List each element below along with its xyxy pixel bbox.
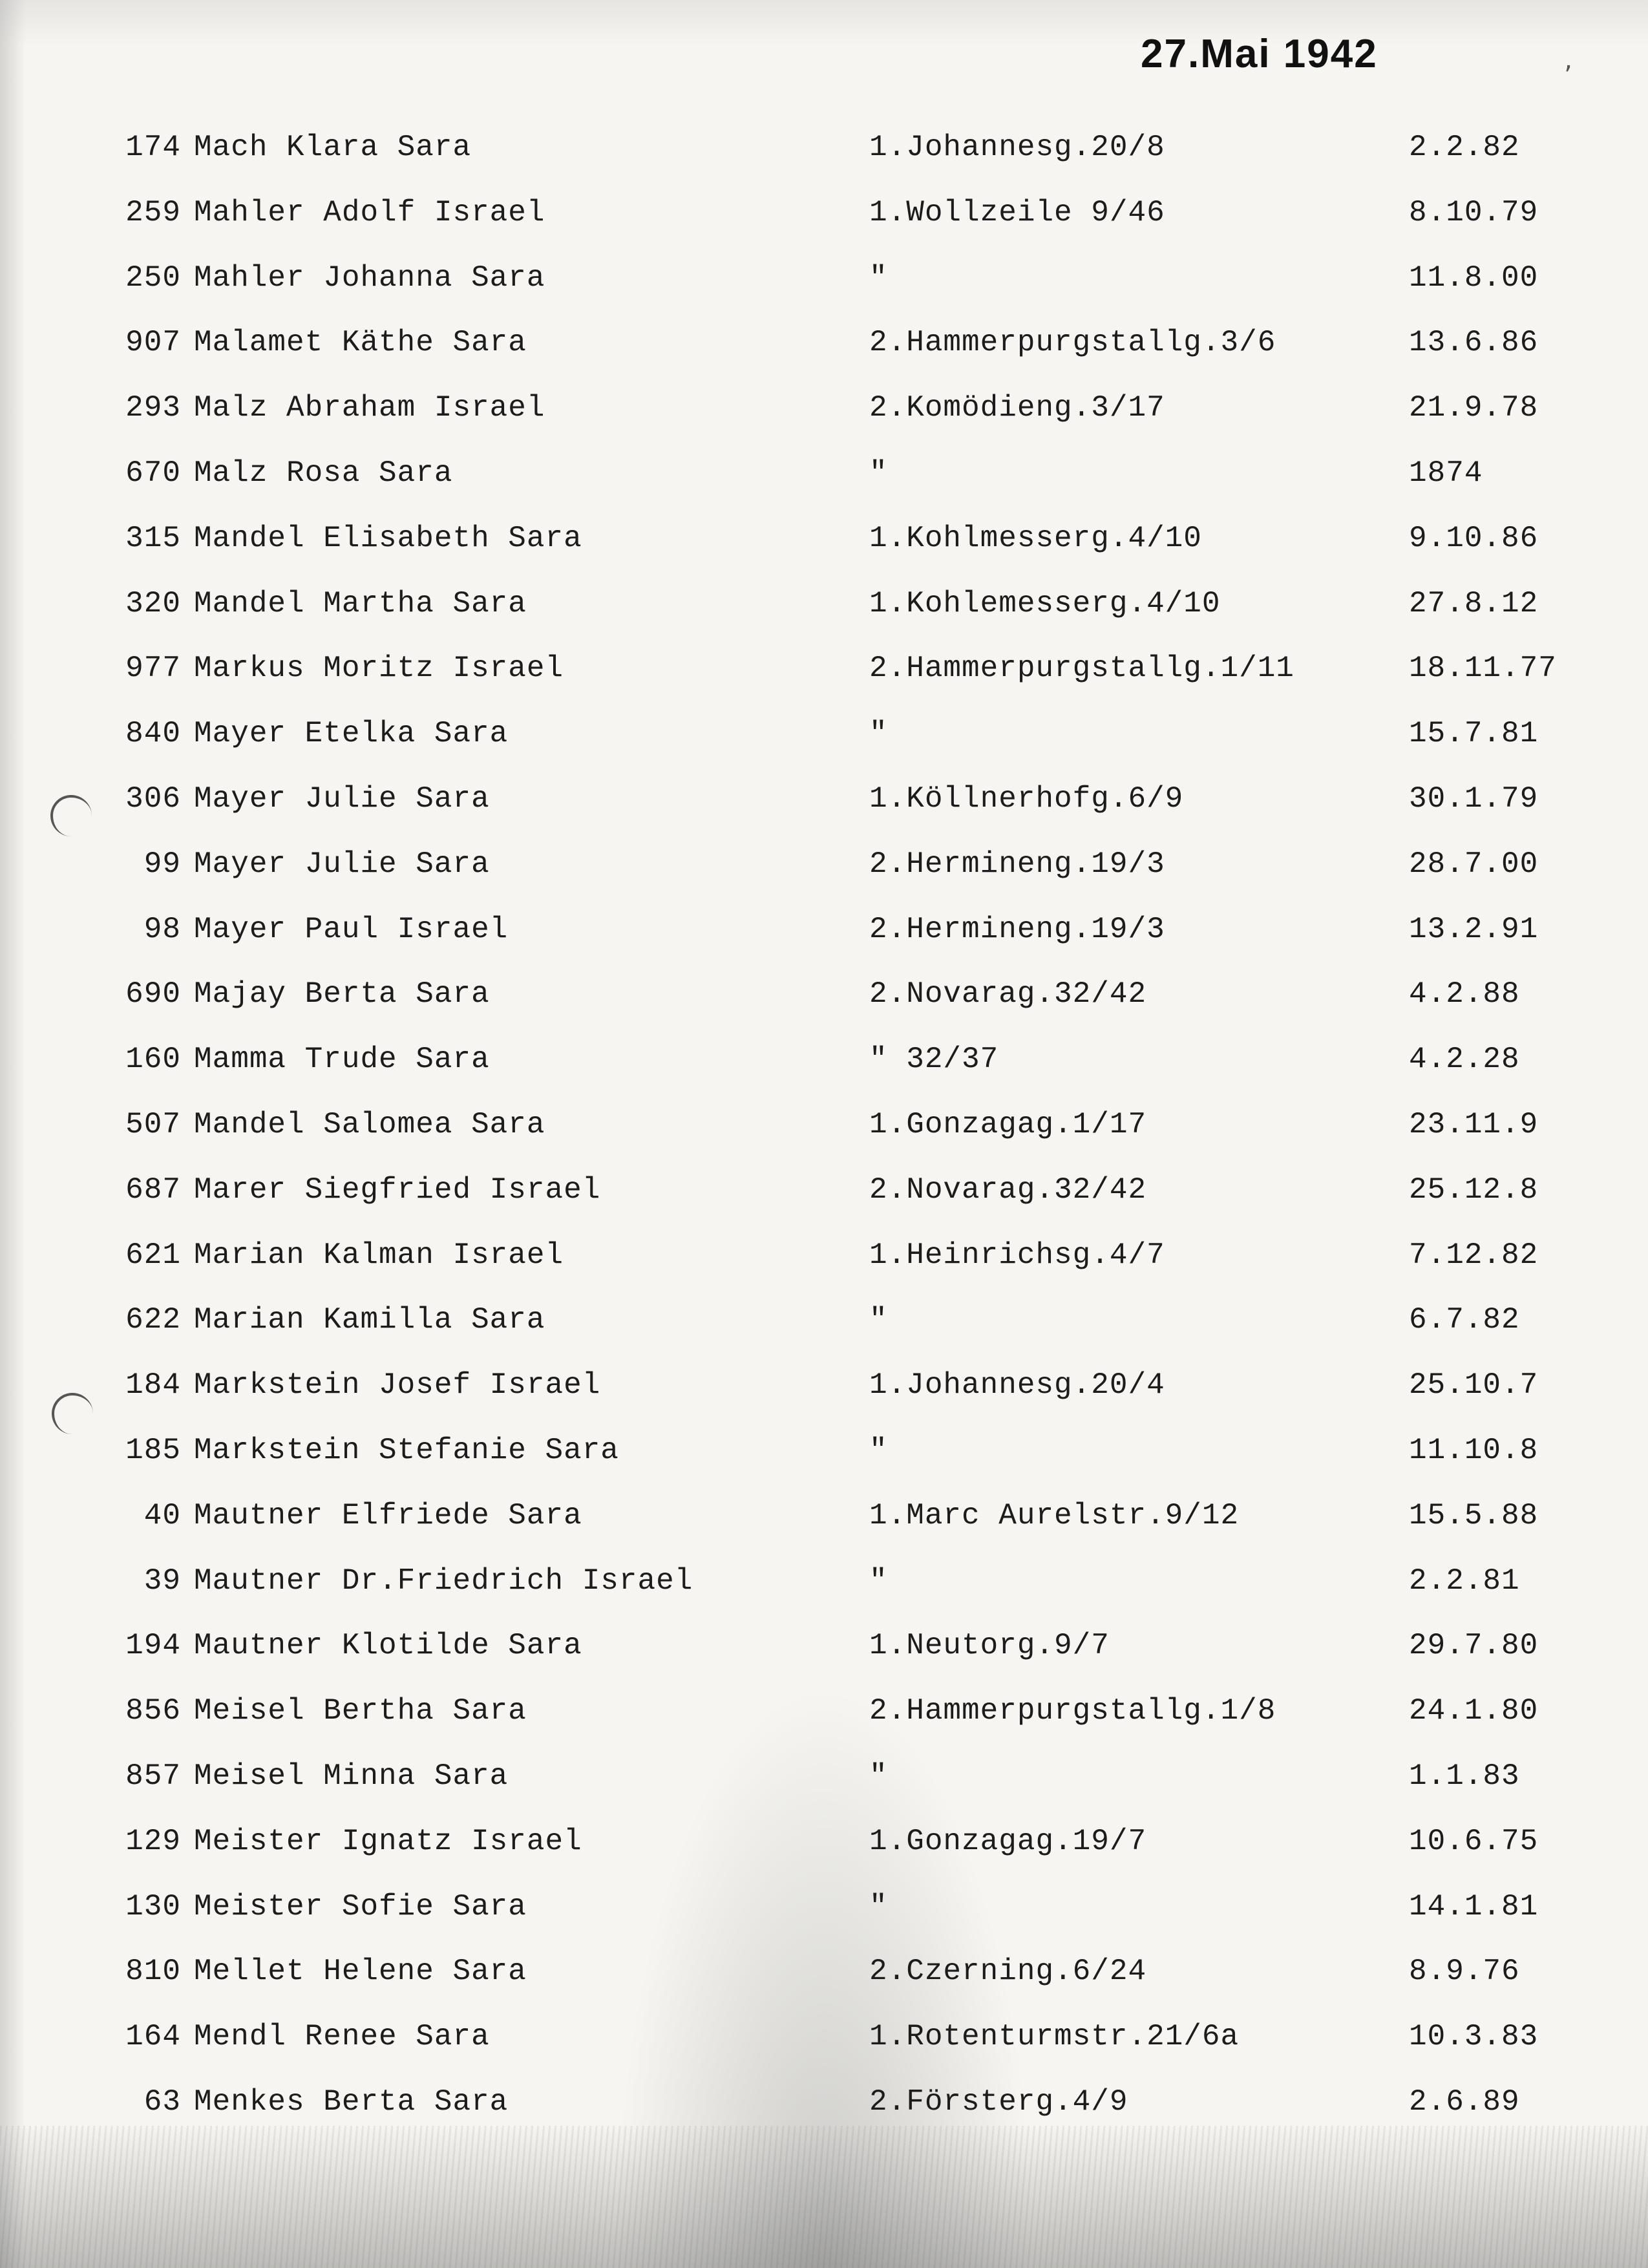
entry-name: Marian Kamilla Sara (194, 1303, 545, 1337)
entry-address: 1.Marc Aurelstr.9/12 (869, 1498, 1240, 1532)
entry-number: 130 (125, 1889, 181, 1924)
entry-address: " (869, 1759, 888, 1793)
entry-birthdate: 18.11.77 (1409, 652, 1557, 686)
entry-address: " (869, 456, 888, 490)
entry-birthdate: 4.2.88 (1409, 977, 1520, 1012)
entry-address: 2.Hammerpurgstallg.1/11 (869, 652, 1294, 686)
entry-number: 840 (125, 717, 181, 751)
entry-name: Malz Rosa Sara (194, 456, 453, 490)
entry-name: Mellet Helene Sara (194, 1955, 527, 1989)
entry-name: Markstein Josef Israel (194, 1368, 601, 1403)
entry-number: 622 (125, 1303, 181, 1337)
list-item (0, 579, 1648, 644)
entry-birthdate: 15.5.88 (1409, 1498, 1539, 1532)
entry-name: Mayer Julie Sara (194, 847, 490, 881)
entry-birthdate: 28.7.00 (1409, 847, 1539, 881)
entry-birthdate: 15.7.81 (1409, 717, 1539, 751)
entry-address: 2.Novarag.32/42 (869, 1172, 1147, 1207)
entry-number: 129 (125, 1824, 181, 1858)
entry-number: 857 (125, 1759, 181, 1793)
entry-address: 2.Komödieng.3/17 (869, 391, 1165, 425)
entry-address: 2.Hermineng.19/3 (869, 912, 1165, 946)
entry-address: 2.Försterg.4/9 (869, 2084, 1128, 2119)
entry-birthdate: 2.6.89 (1409, 2084, 1520, 2119)
entry-address: 1.Heinrichsg.4/7 (869, 1238, 1165, 1272)
entry-name: Mautner Klotilde Sara (194, 1629, 582, 1663)
entry-birthdate: 1.1.83 (1409, 1759, 1520, 1793)
entry-name: Mayer Julie Sara (194, 781, 490, 816)
corner-mark: ‚ (1564, 45, 1572, 75)
entry-birthdate: 27.8.12 (1409, 586, 1539, 620)
list-item (0, 1752, 1648, 1817)
entry-name: Mautner Elfriede Sara (194, 1498, 582, 1532)
entry-birthdate: 25.10.7 (1409, 1368, 1539, 1403)
entry-birthdate: 13.2.91 (1409, 912, 1539, 946)
entry-list (0, 123, 1648, 2143)
entry-number: 687 (125, 1172, 181, 1207)
list-item (0, 1361, 1648, 1426)
entry-number: 856 (125, 1694, 181, 1728)
entry-birthdate: 8.9.76 (1409, 1955, 1520, 1989)
list-item (0, 2012, 1648, 2077)
entry-birthdate: 11.10.8 (1409, 1433, 1539, 1467)
entry-number: 690 (125, 977, 181, 1012)
list-item (0, 970, 1648, 1035)
entry-name: Mayer Etelka Sara (194, 717, 509, 751)
list-item (0, 1947, 1648, 2012)
entry-address: 2.Czerning.6/24 (869, 1955, 1147, 1989)
entry-name: Markus Moritz Israel (194, 652, 564, 686)
entry-number: 670 (125, 456, 181, 490)
entry-number: 99 (143, 847, 181, 881)
entry-birthdate: 25.12.8 (1409, 1172, 1539, 1207)
entry-address: 2.Hermineng.19/3 (869, 847, 1165, 881)
scan-noise (0, 2126, 1648, 2268)
entry-birthdate: 7.12.82 (1409, 1238, 1539, 1272)
entry-address: 1.Köllnerhofg.6/9 (869, 781, 1184, 816)
entry-birthdate: 8.10.79 (1409, 195, 1539, 229)
entry-birthdate: 9.10.86 (1409, 521, 1539, 555)
entry-name: Mahler Johanna Sara (194, 260, 545, 295)
entry-number: 63 (143, 2084, 181, 2119)
date-stamp: 27.Mai 1942 (1141, 32, 1378, 76)
entry-name: Mandel Martha Sara (194, 586, 527, 620)
list-item (0, 644, 1648, 709)
entry-address: 1.Gonzagag.19/7 (869, 1824, 1147, 1858)
entry-name: Mendl Renee Sara (194, 2020, 490, 2054)
list-item (0, 840, 1648, 905)
entry-address: 1.Johannesg.20/4 (869, 1368, 1165, 1403)
list-item (0, 1556, 1648, 1622)
entry-name: Markstein Stefanie Sara (194, 1433, 619, 1467)
entry-name: Majay Berta Sara (194, 977, 490, 1012)
entry-address: " (869, 260, 888, 295)
entry-address: 1.Johannesg.20/8 (869, 131, 1165, 164)
entry-birthdate: 4.2.28 (1409, 1043, 1520, 1077)
entry-address: 1.Kohlmesserg.4/10 (869, 521, 1202, 555)
entry-number: 184 (125, 1368, 181, 1403)
entry-name: Mamma Trude Sara (194, 1043, 490, 1077)
list-item (0, 905, 1648, 970)
entry-number: 977 (125, 652, 181, 686)
entry-address: " (869, 1563, 888, 1598)
entry-birthdate: 13.6.86 (1409, 326, 1539, 360)
entry-number: 907 (125, 326, 181, 360)
entry-birthdate: 30.1.79 (1409, 781, 1539, 816)
entry-name: Marer Siegfried Israel (194, 1172, 601, 1207)
list-item (0, 1686, 1648, 1752)
list-item (0, 1621, 1648, 1686)
list-item (0, 2077, 1648, 2143)
entry-birthdate: 10.6.75 (1409, 1824, 1539, 1858)
entry-address: 1.Neutorg.9/7 (869, 1629, 1110, 1663)
list-item (0, 318, 1648, 383)
entry-name: Marian Kalman Israel (194, 1238, 564, 1272)
entry-name: Mandel Salomea Sara (194, 1107, 545, 1141)
list-item (0, 709, 1648, 774)
entry-number: 185 (125, 1433, 181, 1467)
entry-address: " (869, 1889, 888, 1924)
entry-number: 98 (143, 912, 181, 946)
entry-address: 1.Wollzeile 9/46 (869, 195, 1165, 229)
entry-number: 40 (143, 1498, 181, 1532)
entry-address: " (869, 717, 888, 751)
entry-address: 2.Hammerpurgstallg.1/8 (869, 1694, 1276, 1728)
entry-birthdate: 24.1.80 (1409, 1694, 1539, 1728)
entry-birthdate: 23.11.9 (1409, 1107, 1539, 1141)
list-item (0, 1165, 1648, 1231)
list-item (0, 1295, 1648, 1361)
entry-name: Mautner Dr.Friedrich Israel (194, 1563, 693, 1598)
entry-address: 1.Kohlemesserg.4/10 (869, 586, 1221, 620)
entry-name: Mayer Paul Israel (194, 912, 509, 946)
list-item (0, 1882, 1648, 1947)
entry-name: Mandel Elisabeth Sara (194, 521, 582, 555)
list-item (0, 449, 1648, 514)
list-item (0, 1817, 1648, 1882)
entry-name: Menkes Berta Sara (194, 2084, 509, 2119)
list-item (0, 383, 1648, 449)
list-item (0, 188, 1648, 253)
entry-number: 259 (125, 195, 181, 229)
entry-number: 810 (125, 1955, 181, 1989)
entry-address: " 32/37 (869, 1043, 999, 1077)
list-item (0, 1231, 1648, 1296)
entry-number: 194 (125, 1629, 181, 1663)
entry-birthdate: 2.2.82 (1409, 131, 1520, 164)
entry-number: 315 (125, 521, 181, 555)
entry-number: 164 (125, 2020, 181, 2054)
entry-birthdate: 11.8.00 (1409, 260, 1539, 295)
entry-name: Meisel Bertha Sara (194, 1694, 527, 1728)
entry-number: 507 (125, 1107, 181, 1141)
entry-name: Malz Abraham Israel (194, 391, 545, 425)
entry-address: 2.Novarag.32/42 (869, 977, 1147, 1012)
entry-address: " (869, 1433, 888, 1467)
list-item (0, 1426, 1648, 1491)
list-item (0, 253, 1648, 319)
list-item (0, 774, 1648, 840)
entry-birthdate: 10.3.83 (1409, 2020, 1539, 2054)
list-item (0, 514, 1648, 579)
entry-birthdate: 21.9.78 (1409, 391, 1539, 425)
entry-name: Mach Klara Sara (194, 131, 472, 164)
entry-name: Meister Ignatz Israel (194, 1824, 582, 1858)
entry-number: 293 (125, 391, 181, 425)
entry-birthdate: 29.7.80 (1409, 1629, 1539, 1663)
entry-number: 306 (125, 781, 181, 816)
entry-number: 320 (125, 586, 181, 620)
entry-number: 39 (143, 1563, 181, 1598)
entry-number: 174 (125, 131, 181, 164)
entry-birthdate: 6.7.82 (1409, 1303, 1520, 1337)
entry-birthdate: 14.1.81 (1409, 1889, 1539, 1924)
entry-address: 2.Hammerpurgstallg.3/6 (869, 326, 1276, 360)
entry-name: Mahler Adolf Israel (194, 195, 545, 229)
entry-name: Malamet Käthe Sara (194, 326, 527, 360)
entry-number: 250 (125, 260, 181, 295)
entry-address: 1.Rotenturmstr.21/6a (869, 2020, 1240, 2054)
list-item (0, 1491, 1648, 1556)
list-item (0, 1100, 1648, 1165)
entry-birthdate: 2.2.81 (1409, 1563, 1520, 1598)
entry-birthdate: 1874 (1409, 456, 1483, 490)
entry-number: 621 (125, 1238, 181, 1272)
entry-name: Meister Sofie Sara (194, 1889, 527, 1924)
entry-number: 160 (125, 1043, 181, 1077)
list-item (0, 1035, 1648, 1100)
entry-address: 1.Gonzagag.1/17 (869, 1107, 1147, 1141)
entry-name: Meisel Minna Sara (194, 1759, 509, 1793)
entry-address: " (869, 1303, 888, 1337)
list-item (0, 123, 1648, 188)
